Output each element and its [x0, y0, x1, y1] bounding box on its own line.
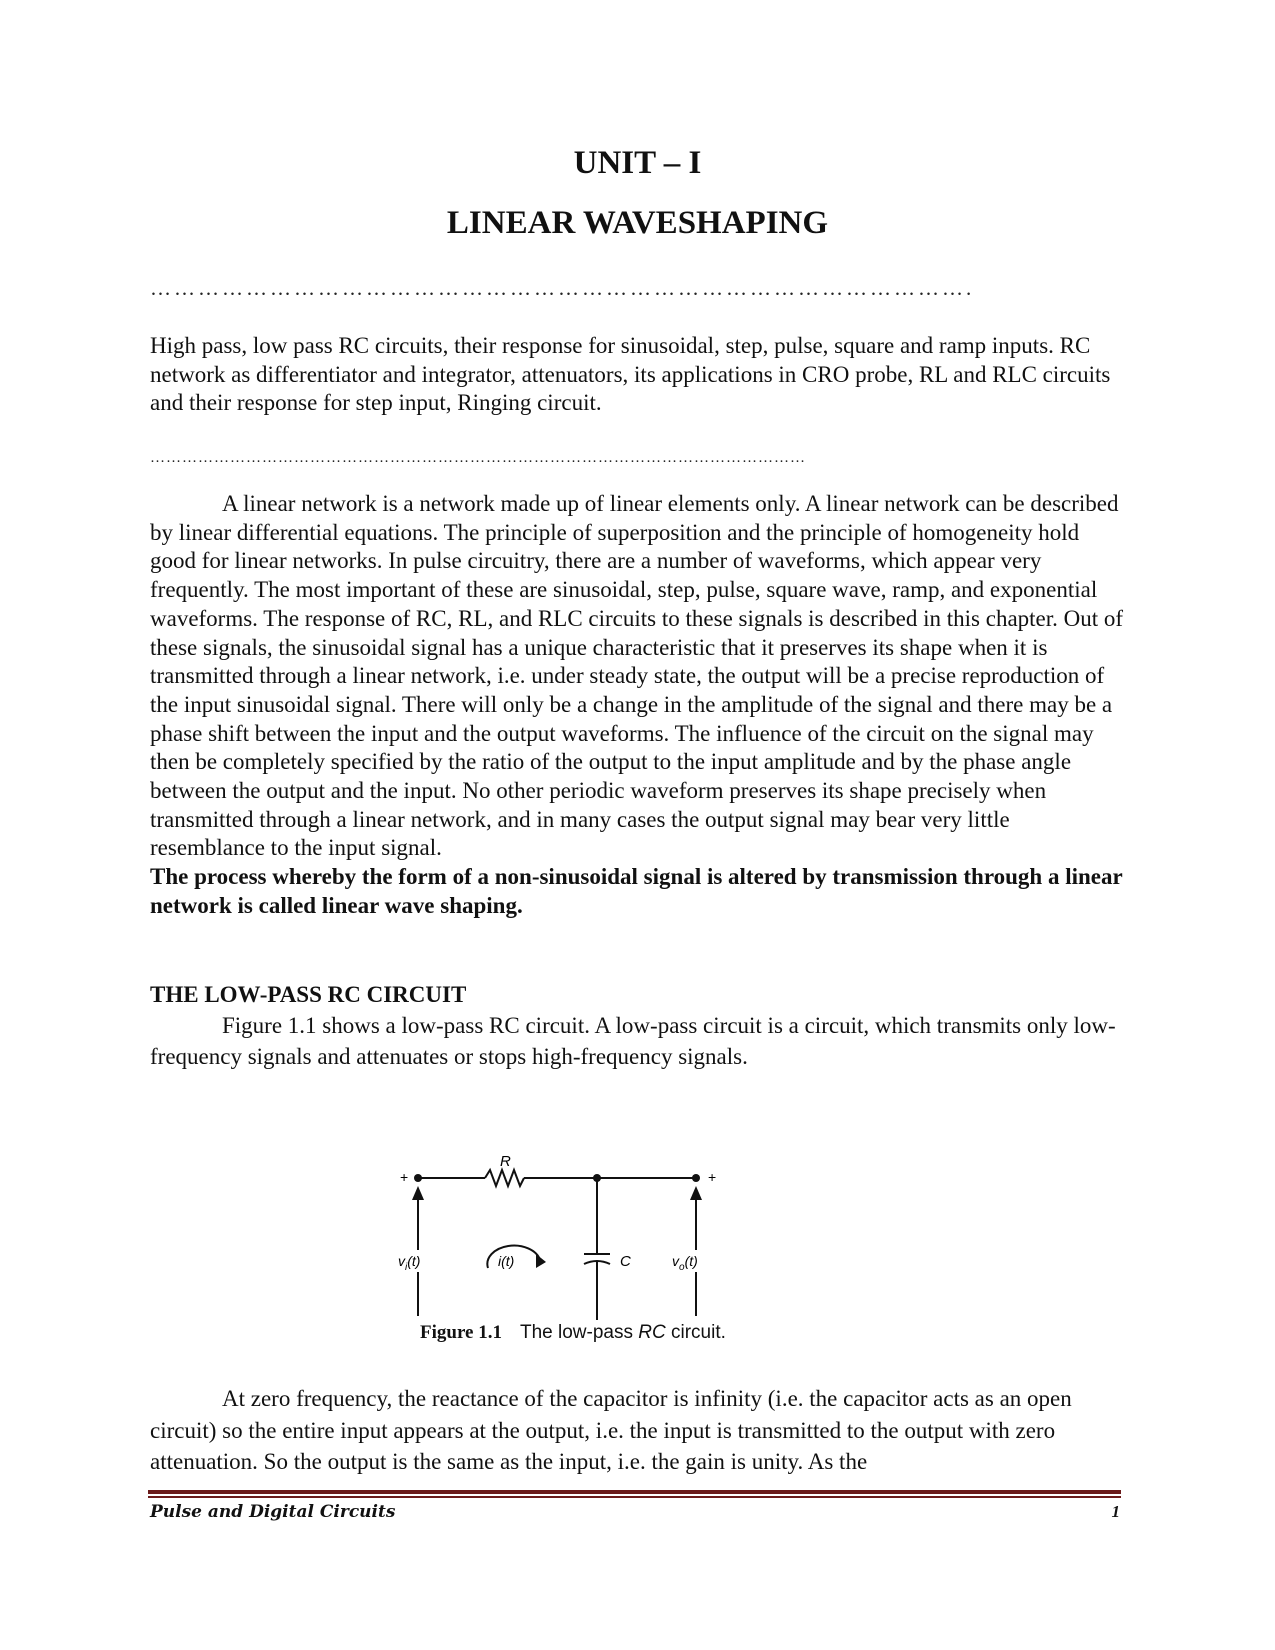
low-pass-rc-circuit-figure	[390, 1100, 770, 1350]
current-loop-arrowhead	[536, 1254, 546, 1268]
capacitor-label: C	[620, 1253, 631, 1270]
footer-title: Pulse and Digital Circuits	[150, 1502, 396, 1522]
input-voltage-symbol: v	[398, 1253, 405, 1269]
caption-text-after: circuit.	[665, 1322, 726, 1343]
output-voltage-symbol: v	[672, 1253, 679, 1269]
top-dotted-divider: ………………………………………………………………………………………….	[150, 276, 975, 300]
figure-caption	[420, 1322, 726, 1344]
figure-number: Figure 1.1	[420, 1322, 502, 1343]
current-label: i(t)	[498, 1253, 515, 1269]
intro-section	[150, 490, 1125, 921]
plus-right-label: +	[708, 1169, 717, 1185]
intro-paragraph: A linear network is a network made up of linear elements only. A linear network can be described by linear differential equations. The principle of superposition and the principle of homogeneity hold good for linear networks. In pulse circuitry, there are a number of waveforms, which appear very frequently. The most important of these are sinusoidal, step, pulse, square wave, ramp, and exponential waveforms. The response of RC, RL, and RLC circuits to these signals is described in this chapter. Out of these signals, the sinusoidal signal has a unique characteristic that it preserves its shape when it is transmitted through a linear network, i.e. under steady state, the output will be a precise reproduction of the input sinusoidal signal. There will only be a change in the amplitude of the signal and there may be a phase shift between the input and the output waveforms. The influence of the circuit on the signal may then be completely specified by the ratio of the output to the input amplitude and by the phase angle between the output and the input. No other periodic waveform preserves its shape precisely when transmitted through a linear network, and in many cases the output signal may bear very little resemblance to the input signal.	[150, 491, 1124, 861]
circuit-diagram	[390, 1100, 770, 1320]
input-voltage-label	[398, 1253, 420, 1273]
output-voltage-label	[672, 1253, 698, 1273]
resistor-symbol	[485, 1170, 524, 1186]
output-voltage-argument: (t)	[684, 1253, 698, 1269]
unit-title: UNIT – I	[573, 145, 702, 181]
closing-paragraph: At zero frequency, the reactance of the capacitor is infinity (i.e. the capacitor acts as an open circuit) so the entire input appears at the output, i.e. the input is transmitted to the output with zero attenuation. So the output is the same as the input, i.e. the gain is unity. As the	[150, 1386, 1072, 1474]
definition-paragraph: The process whereby the form of a non-sinusoidal signal is altered by transmission through a linear network is called linear wave shaping.	[150, 864, 1123, 918]
footer-rule	[148, 1490, 1121, 1500]
syllabus-summary: High pass, low pass RC circuits, their response for sinusoidal, step, pulse, square and ramp inputs. RC network as differentiator and integrator, attenuators, its applications in CRO probe, RL and RLC circuits and their response for step input, Ringing circuit.	[150, 333, 1111, 415]
footer-rule-thin	[148, 1496, 1121, 1498]
output-voltage-subscript: o	[679, 1262, 685, 1273]
minus-left-label	[400, 1315, 408, 1320]
input-arrow-head	[412, 1186, 424, 1200]
input-voltage-argument: (t)	[407, 1253, 421, 1269]
section-heading: THE LOW-PASS RC CIRCUIT	[150, 982, 467, 1007]
minus-right-label	[706, 1315, 714, 1320]
caption-rc: RC	[638, 1322, 666, 1343]
input-voltage-subscript: i	[405, 1262, 408, 1273]
caption-text-before: The low-pass	[519, 1322, 639, 1343]
resistor-label: R	[500, 1153, 511, 1170]
output-top-node	[692, 1174, 700, 1182]
page-number: 1	[1111, 1502, 1120, 1521]
output-arrow-head	[690, 1186, 702, 1200]
plus-left-label: +	[400, 1169, 409, 1185]
input-top-node	[414, 1174, 422, 1182]
bottom-dotted-divider: ……………………………………………………………………………………………………………	[150, 450, 806, 466]
chapter-title: LINEAR WAVESHAPING	[446, 205, 829, 241]
section-paragraph: Figure 1.1 shows a low-pass RC circuit. A low-pass circuit is a circuit, which transmits only low-frequency signals and attenuates or stops high-frequency signals.	[150, 1013, 1116, 1069]
